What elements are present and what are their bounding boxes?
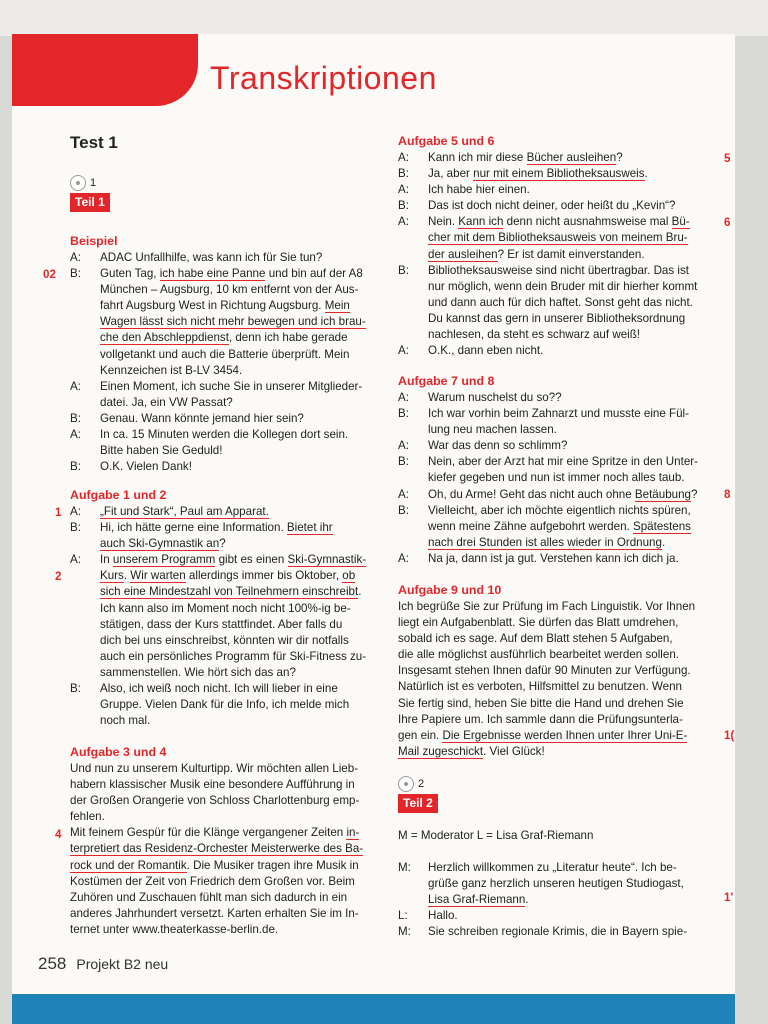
text-line [70,697,366,713]
text-line [398,214,697,230]
text-line [70,427,366,443]
text-line [398,230,697,246]
speaker-label: A: [70,379,81,393]
text-line [398,696,695,712]
text-fragment: allerdings immer bis Oktober, [185,569,343,583]
text-line [398,599,695,615]
text-fragment: gibt es einen [215,553,288,567]
text-fragment: gen ein. [398,728,443,742]
text-line [70,713,366,729]
text-line [398,679,695,695]
text-fragment: lung neu machen lassen. [428,423,557,437]
text-line [398,311,697,327]
text-line [70,681,366,697]
underlined-text: cher mit dem Bibliotheksausweis von meinem Bru- [428,231,688,245]
underlined-text: Spätestens [632,519,691,533]
text-fragment: Oh, du Arme! Geht das nicht auch ohne [428,487,635,501]
speaker-label: B: [398,263,409,277]
underlined-text: Mein [324,299,350,313]
document-page [12,34,735,994]
margin-number-2: 2 [55,570,62,583]
text-fragment: nur möglich, wenn dein Bruder mit dir hierher kommt [428,279,698,293]
text-line [398,150,697,166]
text-fragment: vollgetankt und auch die Batterie überprüft. Mein [100,347,350,361]
text-line [70,314,366,330]
heading-aufgabe-7-8: Aufgabe 7 und 8 [398,374,495,388]
text-line [70,395,366,411]
text-fragment: Sie schreiben regionale Krimis, die in Bayern spie- [428,925,688,939]
text-fragment: kiefer gegeben und nun ist immer noch alles taub. [428,471,685,485]
text-line [70,922,363,938]
speaker-label: M: [398,925,411,939]
margin-number-4: 4 [55,828,62,841]
text-line [398,744,695,760]
text-line [398,712,695,728]
cd-icon [398,776,414,792]
text-fragment: fehlen. [70,810,105,824]
text-fragment: sammenstellen. Wie hört sich das an? [100,665,296,679]
text-line [398,924,687,940]
speaker-label: B: [70,460,81,474]
text-fragment: Nein. [428,215,459,229]
text-line [398,198,697,214]
text-fragment: ternet unter www.theaterkasse-berlin.de. [70,922,279,936]
text-line [70,282,366,298]
text-line [398,263,697,279]
text-line [398,892,687,908]
text-line [70,906,363,922]
text-line [70,665,366,681]
speaker-label: B: [70,267,81,281]
underlined-text: Wagen lässt sich nicht mehr bewegen und ich brau- [100,315,366,329]
text-fragment: In ca. 15 Minuten werden die Kollegen dort sein. [100,428,349,442]
underlined-text: ich habe eine Panne [159,267,266,281]
text-fragment: Ich habe hier einen. [428,183,530,197]
margin-number-02: 02 [43,268,56,281]
text-line [398,454,698,470]
margin-number-5: 5 [724,152,731,165]
underlined-text: unserem Programm [112,553,216,567]
text-fragment: der Großen Orangerie von Schloss Charlottenburg emp- [70,794,360,808]
text-line [398,647,695,663]
underlined-text: Lisa Graf-Riemann [428,893,526,907]
text-fragment: Genau. Wann könnte jemand hier sein? [100,411,304,425]
text-line [70,890,363,906]
text-fragment: Hallo. [428,909,458,923]
speaker-label: B: [70,411,81,425]
text-line [70,633,366,649]
speaker-label: A: [70,553,81,567]
text-line [70,379,366,395]
text-fragment: noch mal. [100,714,151,728]
text-fragment: Herzlich willkommen zu „Literatur heute“. Ich be- [428,861,677,874]
text-fragment: Das ist doch nicht deiner, oder heißt du „Kevin“? [428,199,676,213]
text-line [70,250,366,266]
text-line [70,459,366,475]
margin-number-10: 1( [724,729,735,742]
underlined-text: Mail zugeschickt [398,744,484,758]
text-fragment: In [100,553,113,567]
text-fragment: Kann ich mir diese [428,151,527,164]
text-fragment: wenn meine Zähne aufgebohrt werden. [428,519,633,533]
text-fragment: Zuhören und Zuschauen fühlt man sich dadurch in ein [70,890,348,904]
speaker-label: B: [398,167,409,181]
text-line [70,504,366,520]
speaker-label: M: [398,861,411,874]
text-fragment: O.K. Vielen Dank! [100,460,192,474]
text-line [398,343,697,359]
underlined-text: ob [342,569,356,583]
speaker-label: A: [398,183,409,197]
track-number: 1 [90,177,97,189]
page-number: 258 [38,954,67,973]
text-line [70,443,366,459]
text-line [70,266,366,282]
heading-aufgabe-1-2: Aufgabe 1 und 2 [70,488,167,502]
text-fragment: stätigen, dass der Kurs stattfindet. Aber falls du [100,617,343,631]
text-line [70,793,363,809]
text-line [398,438,698,454]
text-fragment: . Viel Glück! [483,744,545,758]
speaker-label: A: [398,439,409,453]
cd-icon [70,175,86,191]
heading-beispiel: Beispiel [70,234,118,248]
text-fragment: Bitte haben Sie Geduld! [100,444,223,458]
text-line [70,298,366,314]
text-fragment: ? Er ist damit einverstanden. [497,247,645,261]
text-fragment: Warum nuschelst du so?? [428,391,562,404]
text-line [70,347,366,363]
text-line [398,487,698,503]
text-line [398,279,697,295]
text-fragment: Mit feinem Gespür für die Klänge vergangener Zeiten [70,826,347,840]
text-line [398,860,687,876]
text-line [398,728,695,744]
page-footer [38,954,168,974]
text-fragment: liegt ein Aufgabenblatt. Sie dürfen das Blatt umdrehen, [398,616,679,630]
text-line [398,535,698,551]
text-line [70,777,363,793]
text-fragment: Kostümen der Zeit von Friedrich dem Großen vor. Beim [70,874,355,888]
text-fragment: Nein, aber der Arzt hat mir eine Spritze in den Unter- [428,455,699,469]
heading-aufgabe-9-10: Aufgabe 9 und 10 [398,583,502,597]
text-line [398,615,695,631]
underlined-text: „Fit und Stark“, Paul am Apparat. [100,505,269,518]
text-line [398,663,695,679]
text-fragment: Guten Tag, [100,267,160,281]
text-fragment: datei. Ja, ein VW Passat? [100,395,233,409]
track-number: 2 [418,778,425,790]
speaker-label: A: [398,391,409,404]
text-line [70,330,366,346]
text-fragment: Ja, aber [428,167,474,181]
text-fragment: Einen Moment, ich suche Sie in unserer Mitglieder- [100,379,363,393]
margin-number-6: 6 [724,216,731,229]
speaker-label: B: [398,199,409,213]
text-fragment: München – Augsburg, 10 km entfernt von der Aus- [100,283,359,297]
text-fragment: . [525,893,529,907]
text-fragment: , denn ich habe gerade [228,331,348,345]
teil2-badge: Teil 2 [398,794,438,813]
speaker-label: A: [70,505,81,518]
text-fragment: fahrt Augsburg West in Richtung Augsburg. [100,299,325,313]
text-line [70,568,366,584]
margin-number-11: 1' [724,891,734,904]
header-tab [12,34,198,106]
text-line [70,825,363,841]
text-fragment: grüße ganz herzlich unseren heutigen Studiogast, [428,877,684,891]
underlined-text: Bücher ausleihen [526,151,617,164]
speaker-label: A: [70,428,81,442]
speaker-label: A: [398,344,409,358]
text-line [70,584,366,600]
text-line [70,809,363,825]
underlined-text: nach drei Stunden ist alles wieder in Ordnung [428,535,662,549]
underlined-text: rock und der Romantik [70,858,187,872]
speaker-label: B: [398,407,409,421]
text-fragment: . [358,585,362,599]
text-fragment: War das denn so schlimm? [428,439,568,453]
speaker-label: A: [70,251,81,264]
text-fragment: O.K., dann eben nicht. [428,344,544,358]
underlined-text: in- [346,826,360,840]
text-line [398,470,698,486]
text-fragment: ? [616,151,623,164]
heading-aufgabe-5-6: Aufgabe 5 und 6 [398,134,495,148]
underlined-text: nur mit einem Bibliotheksausweis [473,167,645,181]
text-line [70,841,363,857]
speaker-label: B: [70,521,81,535]
underlined-text: Kann ich [458,215,504,229]
test-title: Test 1 [70,133,118,152]
text-fragment: habern klassischer Musik eine besondere Aufführung in [70,778,355,792]
underlined-text: Bü- [671,215,690,229]
text-line [398,631,695,647]
heading-aufgabe-3-4: Aufgabe 3 und 4 [70,745,167,759]
margin-number-1: 1 [55,506,62,519]
text-fragment: . Die Musiker tragen ihre Musik in [186,858,359,872]
text-fragment: sobald ich es sage. Auf dem Blatt stehen 5 Aufgaben, [398,632,673,646]
text-fragment: Ich war vorhin beim Zahnarzt und musste eine Fül- [428,407,689,421]
text-line [398,295,697,311]
speaker-legend [398,828,593,844]
text-line [70,874,363,890]
underlined-text: Ski-Gymnastik- [287,553,367,567]
text-fragment: anderes Jahrhundert versetzt. Karten erhalten Sie im In- [70,906,359,920]
text-line [70,536,366,552]
text-fragment: die alle möglichst ausführlich bearbeitet werden sollen. [398,648,679,662]
page-edge-bar [12,994,735,1024]
text-fragment: nachlesen, da steht es schwarz auf weiß! [428,328,641,342]
text-line [70,649,366,665]
cd-track-2 [398,774,438,794]
underlined-text: Wir warten [130,569,186,583]
text-fragment: Bibliotheksausweise sind nicht übertragbar. Das ist [428,263,689,277]
underlined-text: der ausleihen [428,247,498,261]
text-line [398,876,687,892]
text-line [70,520,366,536]
text-line [398,327,697,343]
text-fragment: M = Moderator L = Lisa Graf-Riemann [398,829,594,842]
text-fragment: Ich kann also im Moment noch nicht 100%-ig be- [100,601,351,615]
text-fragment: auch ein persönliches Programm für Ski-Fitness zu- [100,649,367,663]
underlined-text: terpretiert das Residenz-Orchester Meisterwerke des Ba- [70,842,364,856]
speaker-label: A: [398,215,409,229]
text-fragment: und bin auf der A8 [265,267,363,281]
text-line [398,422,698,438]
text-fragment: ? [690,487,698,501]
text-line [398,908,687,924]
text-fragment: ? [219,537,226,551]
text-fragment: Natürlich ist es verboten, Hilfsmittel zu benutzen. Wenn [398,680,682,694]
text-fragment: ADAC Unfallhilfe, was kann ich für Sie tun? [100,251,323,264]
underlined-text: che den Abschleppdienst [100,331,229,345]
speaker-label: L: [398,909,408,923]
text-fragment: Also, ich weiß noch nicht. Ich will lieber in eine [100,682,338,696]
text-fragment: dich bei uns einschreibst, könnten wir dir notfalls [100,633,349,647]
speaker-label: B: [70,682,81,696]
underlined-text: Bietet ihr [286,521,333,535]
text-fragment: Du kannst das gern in unserer Bibliotheksordnung [428,311,686,325]
text-fragment: . [661,535,666,549]
text-line [70,601,366,617]
text-fragment: Ihre Papiere um. Ich sammle dann die Prüfungsunterla- [398,712,683,726]
text-fragment: Vielleicht, aber ich möchte eigentlich nichts spüren, [428,503,691,517]
text-line [70,411,366,427]
text-fragment: Na ja, dann ist ja gut. Verstehen kann ich dich ja. [428,551,679,565]
underlined-text: auch Ski-Gymnastik an [100,537,220,551]
text-line [398,182,697,198]
underlined-text: sich eine Mindestzahl von Teilnehmern einschreibt [100,585,359,599]
text-fragment: . [644,167,648,181]
text-fragment: denn nicht ausnahmsweise mal [503,215,672,229]
scanner-background [0,0,768,36]
cd-track-1 [70,173,110,193]
text-line [398,406,698,422]
margin-number-8: 8 [724,488,731,501]
underlined-text: Die Ergebnisse werden Ihnen unter Ihrer Uni-E- [442,728,688,742]
text-fragment: Gruppe. Vielen Dank für die Info, ich melde mich [100,698,350,712]
text-fragment: Hi, ich hätte gerne eine Information. [100,521,287,535]
text-line [70,761,363,777]
speaker-label: A: [398,487,409,501]
underlined-text: Kurs [100,569,124,583]
text-fragment: Ich begrüße Sie zur Prüfung im Fach Linguistik. Vor Ihnen [398,600,696,613]
text-line [398,519,698,535]
underlined-text: Betäubung [634,487,691,501]
text-line [70,552,366,568]
text-line [398,551,698,567]
speaker-label: B: [398,455,409,469]
speaker-label: B: [398,503,409,517]
text-fragment: Und nun zu unserem Kulturtipp. Wir möchten allen Lieb- [70,762,359,775]
text-fragment: Kennzeichen ist B-LV 3454. [100,363,243,377]
speaker-label: A: [398,551,409,565]
text-line [70,858,363,874]
text-line [70,617,366,633]
page-title: Transkriptionen [210,60,437,96]
text-fragment: Insgesamt stehen Ihnen dafür 90 Minuten zur Verfügung. [398,664,691,678]
speaker-label: A: [398,151,409,164]
text-fragment: Sie fertig sind, heben Sie bitte die Hand und drehen Sie [398,696,684,710]
teil1-badge: Teil 1 [70,193,110,212]
text-line [70,363,366,379]
text-line [398,390,698,406]
text-fragment: und dann auch für dich haftet. Sonst geht das nicht. [428,295,693,309]
text-line [398,503,698,519]
text-fragment: . [123,569,131,583]
book-title: Projekt B2 neu [76,956,169,972]
text-line [398,166,697,182]
text-line [398,247,697,263]
